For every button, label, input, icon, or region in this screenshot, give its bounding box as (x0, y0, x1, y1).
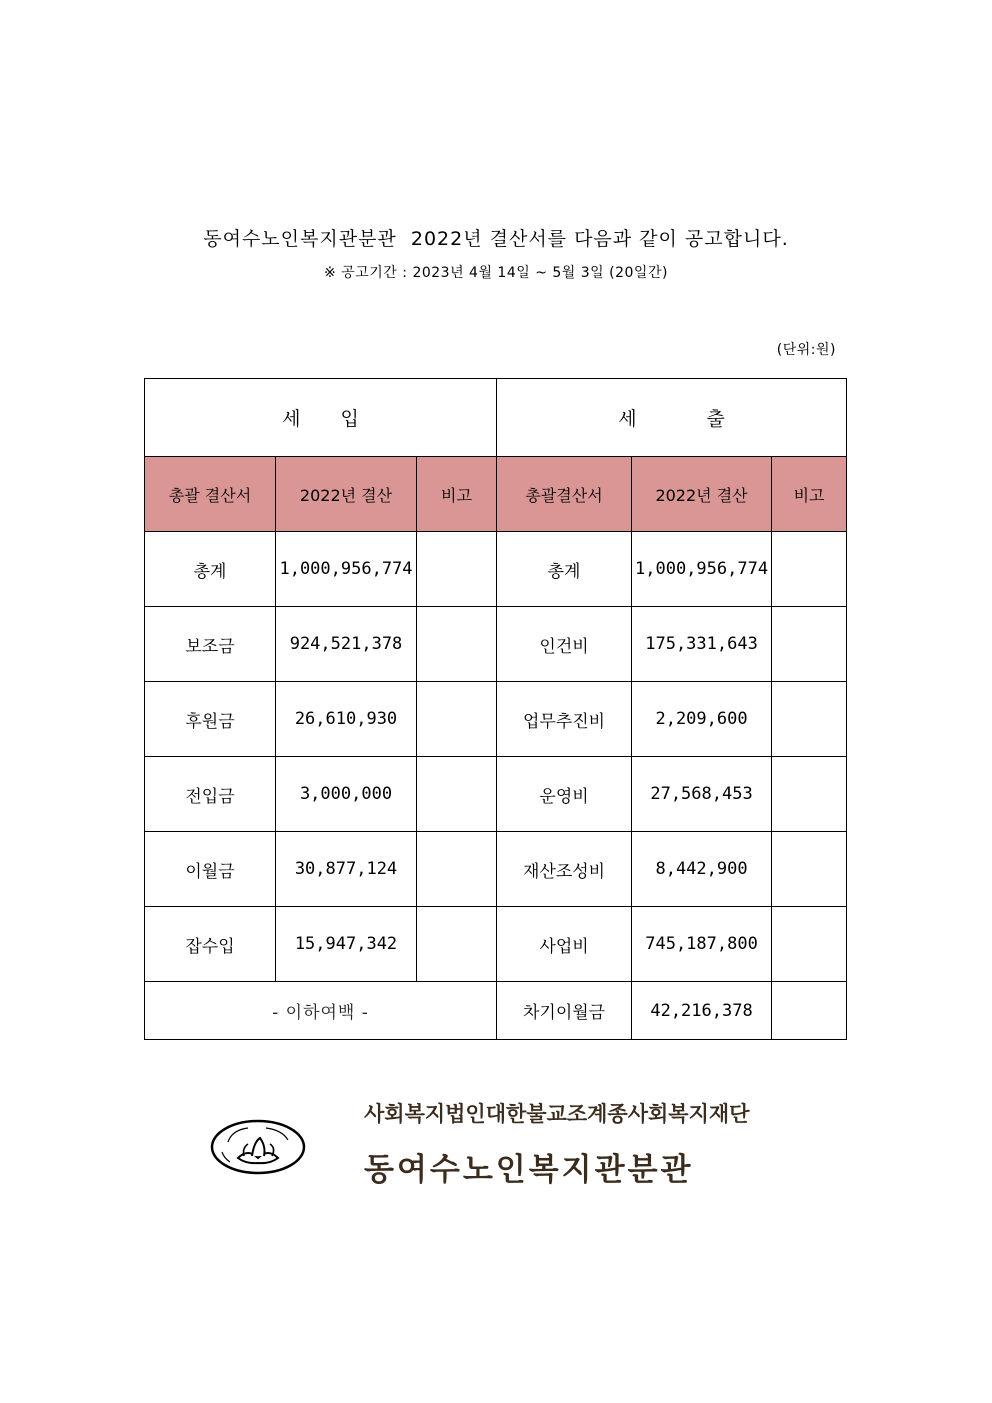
income-amount: 26,610,930 (276, 682, 417, 757)
table-row (145, 757, 847, 832)
expense-note (772, 682, 847, 757)
col-expense-amount: 2022년 결산 (632, 457, 772, 532)
expense-item: 재산조성비 (497, 832, 632, 907)
income-amount: 924,521,378 (276, 607, 417, 682)
lotus-logo-icon (208, 1118, 308, 1176)
income-note (417, 607, 497, 682)
expense-item: 운영비 (497, 757, 632, 832)
col-income-item: 총괄 결산서 (145, 457, 276, 532)
income-item: 잡수입 (145, 907, 276, 982)
expense-section-header: 세출 (497, 379, 847, 457)
expense-item: 업무추진비 (497, 682, 632, 757)
income-amount: 30,877,124 (276, 832, 417, 907)
page-title: 동여수노인복지관분관 2022년 결산서를 다음과 같이 공고합니다. (203, 228, 789, 250)
table-row (145, 907, 847, 982)
table-row (145, 682, 847, 757)
income-note (417, 832, 497, 907)
notice-period: ※ 공고기간 : 2023년 4월 14일 ~ 5월 3일 (20일간) (324, 265, 668, 281)
col-income-amount: 2022년 결산 (276, 457, 417, 532)
table-row-last (145, 982, 847, 1040)
expense-item: 사업비 (497, 907, 632, 982)
income-amount: 1,000,956,774 (276, 532, 417, 607)
expense-note (772, 907, 847, 982)
organization-name: 동여수노인복지관분관 (364, 1152, 694, 1188)
col-expense-note: 비고 (772, 457, 847, 532)
expense-item: 차기이월금 (497, 982, 632, 1040)
expense-amount: 175,331,643 (632, 607, 772, 682)
column-header-row (145, 457, 847, 532)
expense-amount: 8,442,900 (632, 832, 772, 907)
income-blank-note: - 이하여백 - (145, 982, 497, 1040)
income-section-header: 세입 (145, 379, 497, 457)
table-row (145, 532, 847, 607)
expense-note (772, 607, 847, 682)
income-amount: 3,000,000 (276, 757, 417, 832)
organization-block (364, 1098, 749, 1189)
expense-amount: 745,187,800 (632, 907, 772, 982)
expense-note (772, 532, 847, 607)
income-note (417, 757, 497, 832)
income-item: 이월금 (145, 832, 276, 907)
table-row (145, 832, 847, 907)
section-header-row (145, 379, 847, 457)
income-amount: 15,947,342 (276, 907, 417, 982)
expense-amount: 27,568,453 (632, 757, 772, 832)
income-item: 전입금 (145, 757, 276, 832)
col-income-note: 비고 (417, 457, 497, 532)
expense-amount: 2,209,600 (632, 682, 772, 757)
unit-label: (단위:원) (776, 342, 836, 358)
expense-note (772, 832, 847, 907)
expense-note (772, 757, 847, 832)
settlement-table (144, 378, 847, 1040)
income-item: 총계 (145, 532, 276, 607)
income-note (417, 532, 497, 607)
income-item: 보조금 (145, 607, 276, 682)
expense-amount: 42,216,378 (632, 982, 772, 1040)
income-note (417, 907, 497, 982)
col-expense-item: 총괄결산서 (497, 457, 632, 532)
expense-note (772, 982, 847, 1040)
expense-amount: 1,000,956,774 (632, 532, 772, 607)
income-item: 후원금 (145, 682, 276, 757)
table-row (145, 607, 847, 682)
foundation-name: 사회복지법인대한불교조계종사회복지재단 (364, 1102, 750, 1126)
income-note (417, 682, 497, 757)
expense-item: 인건비 (497, 607, 632, 682)
expense-item: 총계 (497, 532, 632, 607)
